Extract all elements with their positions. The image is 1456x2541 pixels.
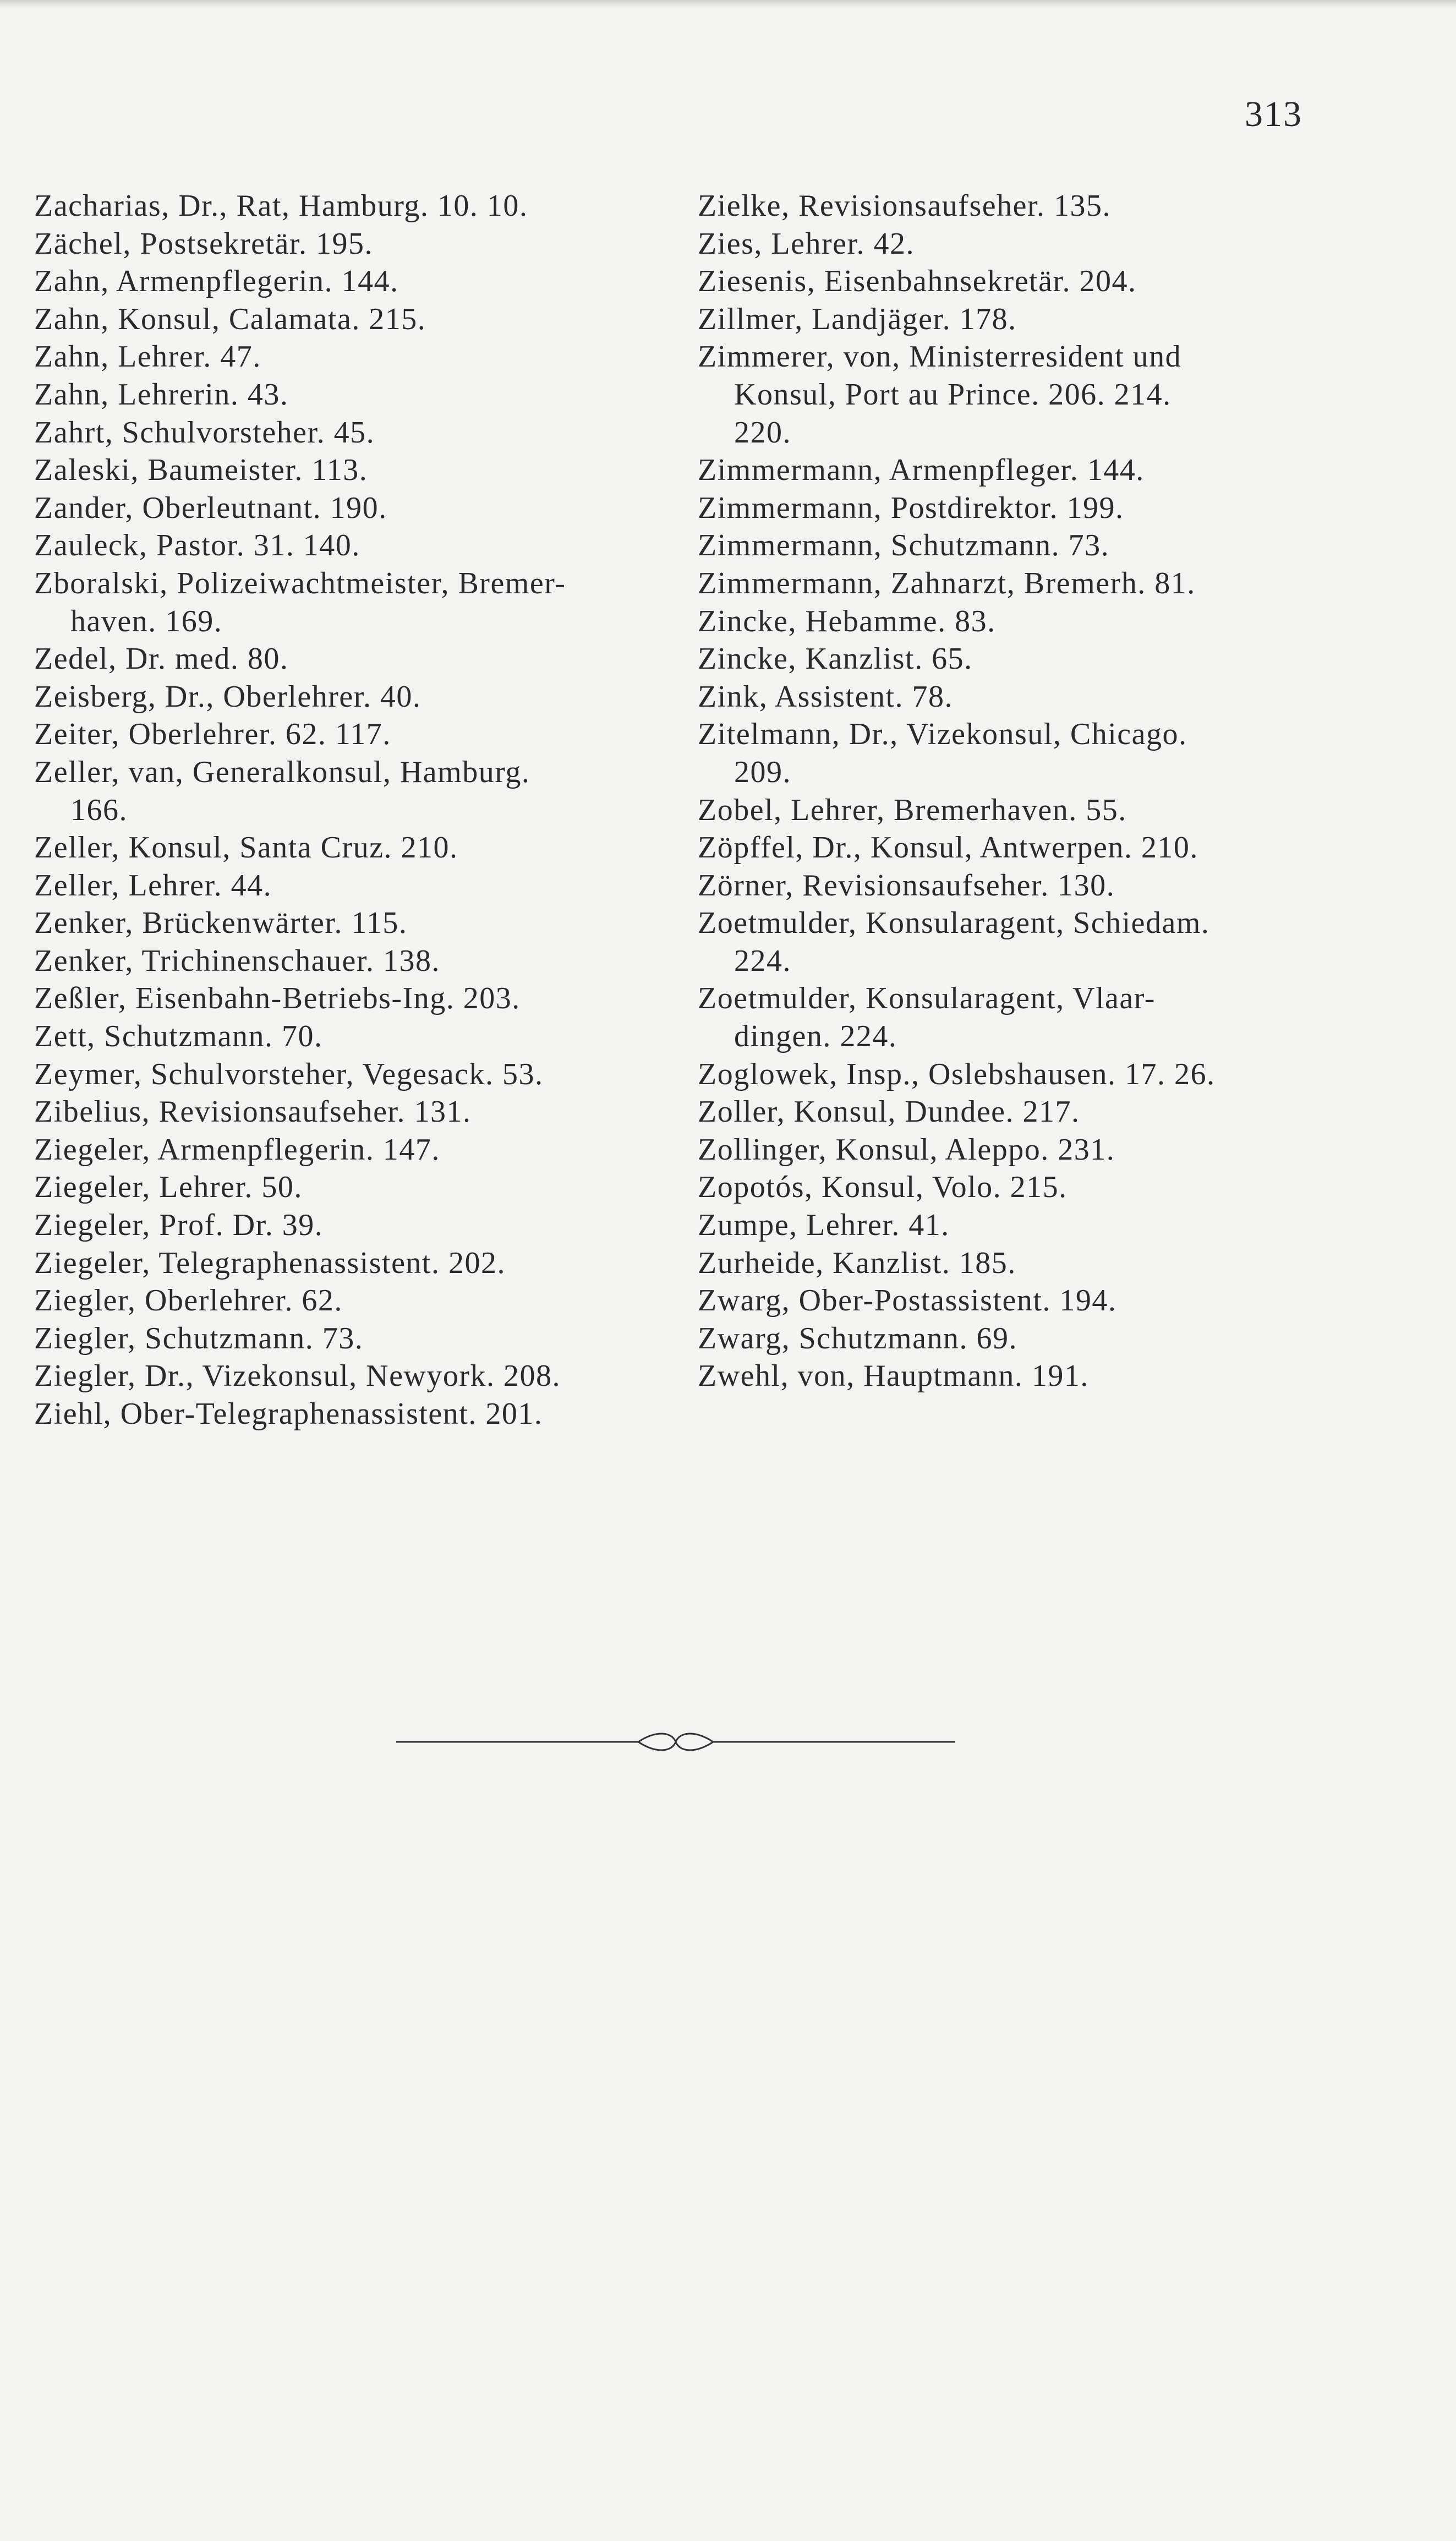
index-entry — [34, 414, 667, 452]
index-entry-line: Zahn, Armenpflegerin. 144. — [34, 264, 399, 299]
index-entry-line: Zimmermann, Zahnarzt, Bremerh. 81. — [698, 566, 1196, 600]
index-entry — [698, 527, 1331, 565]
index-entry-line: Zimmermann, Postdirektor. 199. — [698, 490, 1124, 525]
index-entry — [34, 904, 667, 942]
index-entry — [34, 1018, 667, 1056]
index-entry-line: Zenker, Brückenwärter. 115. — [34, 906, 408, 941]
index-entry-line: Ziegeler, Lehrer. 50. — [34, 1170, 303, 1205]
index-entry — [34, 225, 667, 263]
index-entry-line: Ziegeler, Telegraphenassistent. 202. — [34, 1245, 506, 1280]
index-entry — [698, 603, 1331, 641]
index-entry — [698, 187, 1331, 225]
index-entry — [34, 1282, 667, 1320]
index-entry — [34, 1320, 667, 1358]
index-entry — [698, 904, 1331, 980]
page-number: 313 — [1245, 94, 1302, 134]
index-entry — [698, 1056, 1331, 1094]
index-entry-line: Zeller, Konsul, Santa Cruz. 210. — [34, 830, 458, 865]
index-entry-line: Zeller, Lehrer. 44. — [34, 868, 272, 903]
index-entry — [698, 829, 1331, 867]
index-entry-line: Zincke, Kanzlist. 65. — [698, 642, 973, 676]
index-entry-continuation: 166. — [70, 793, 128, 827]
index-entry — [698, 1357, 1331, 1395]
index-entry-line: Ziegler, Dr., Vizekonsul, Newyork. 208. — [34, 1359, 561, 1394]
index-entry-line: Zillmer, Landjäger. 178. — [698, 302, 1017, 336]
index-entry-line: Zink, Assistent. 78. — [698, 679, 954, 714]
flourish-divider-icon — [396, 1728, 955, 1756]
index-entry — [34, 980, 667, 1018]
index-entry — [698, 1244, 1331, 1282]
index-entry-line: Zboralski, Polizeiwachtmeister, Bremer- — [34, 566, 566, 600]
index-entry-continuation: 220. — [734, 415, 791, 450]
index-entry — [698, 980, 1331, 1055]
index-entry-continuation: 224. — [734, 943, 791, 978]
index-entry-line: Zimmermann, Schutzmann. 73. — [698, 528, 1110, 563]
index-entry-line: Zeymer, Schulvorsteher, Vegesack. 53. — [34, 1057, 544, 1091]
index-entry-line: Zoller, Konsul, Dundee. 217. — [698, 1095, 1080, 1129]
index-entry — [698, 1282, 1331, 1320]
index-entry — [34, 263, 667, 300]
index-entry-line: Zwehl, von, Hauptmann. 191. — [698, 1359, 1089, 1394]
index-entry-line: Zörner, Revisionsaufseher. 130. — [698, 868, 1115, 903]
index-entry-line: Zeisberg, Dr., Oberlehrer. 40. — [34, 679, 422, 714]
index-entry — [34, 1093, 667, 1131]
index-entry — [34, 338, 667, 376]
index-entry — [34, 1056, 667, 1094]
index-entry-line: Zoetmulder, Konsularagent, Schiedam. — [698, 906, 1210, 941]
index-entry-line: Zopotós, Konsul, Volo. 215. — [698, 1170, 1068, 1205]
index-entry — [698, 867, 1331, 905]
index-entry-line: Zahn, Lehrer. 47. — [34, 340, 261, 374]
index-entry — [698, 791, 1331, 829]
index-entry-line: Zwarg, Ober-Postassistent. 194. — [698, 1283, 1117, 1318]
index-entry-line: Zielke, Revisionsaufseher. 135. — [698, 189, 1112, 223]
index-entry-line: Zöpffel, Dr., Konsul, Antwerpen. 210. — [698, 830, 1198, 865]
index-entry-line: Zwarg, Schutzmann. 69. — [698, 1321, 1017, 1356]
index-entry — [34, 867, 667, 905]
index-entry-line: Ziesenis, Eisenbahnsekretär. 204. — [698, 264, 1137, 299]
index-entry — [34, 753, 667, 829]
index-entry-line: Ziegler, Oberlehrer. 62. — [34, 1283, 343, 1318]
index-entry-line: Ziegeler, Armenpflegerin. 147. — [34, 1132, 440, 1167]
index-entry-line: Zahrt, Schulvorsteher. 45. — [34, 415, 375, 450]
index-entry — [698, 678, 1331, 716]
index-entry — [34, 678, 667, 716]
index-entry-continuation: dingen. 224. — [734, 1019, 897, 1054]
index-entry-line: Zander, Oberleutnant. 190. — [34, 490, 387, 525]
index-entry-line: Ziegler, Schutzmann. 73. — [34, 1321, 364, 1356]
index-entry-line: Zeßler, Eisenbahn-Betriebs-Ing. 203. — [34, 981, 521, 1016]
index-entry — [698, 1168, 1331, 1206]
index-entry — [698, 338, 1331, 451]
index-entry — [698, 565, 1331, 603]
index-entry-line: Zauleck, Pastor. 31. 140. — [34, 528, 360, 563]
index-entry-line: Zurheide, Kanzlist. 185. — [698, 1245, 1016, 1280]
index-entry-line: Ziegeler, Prof. Dr. 39. — [34, 1208, 324, 1243]
index-entry — [698, 1093, 1331, 1131]
index-entry — [698, 300, 1331, 338]
index-entry-line: Zollinger, Konsul, Aleppo. 231. — [698, 1132, 1115, 1167]
index-column-left — [34, 187, 667, 1433]
index-entry — [698, 263, 1331, 300]
index-entry — [34, 300, 667, 338]
index-entry-line: Zibelius, Revisionsaufseher. 131. — [34, 1095, 472, 1129]
index-entry-line: Zumpe, Lehrer. 41. — [698, 1208, 950, 1243]
index-entry-line: Zies, Lehrer. 42. — [698, 226, 915, 261]
index-entry — [34, 1395, 667, 1433]
index-entry-continuation: haven. 169. — [70, 604, 223, 638]
index-entry-line: Zächel, Postsekretär. 195. — [34, 226, 373, 261]
index-entry-line: Zobel, Lehrer, Bremerhaven. 55. — [698, 793, 1127, 827]
index-entry-line: Zeiter, Oberlehrer. 62. 117. — [34, 717, 391, 752]
index-entry — [698, 451, 1331, 489]
index-entry — [698, 225, 1331, 263]
index-entry — [34, 1168, 667, 1206]
index-entry — [34, 527, 667, 565]
index-entry — [34, 942, 667, 980]
index-entry — [698, 1320, 1331, 1358]
index-entry — [34, 640, 667, 678]
index-entry — [34, 451, 667, 489]
index-entry-line: Zoetmulder, Konsularagent, Vlaar- — [698, 981, 1156, 1016]
index-entry-line: Ziehl, Ober-Telegraphenassistent. 201. — [34, 1397, 543, 1431]
index-entry — [698, 1131, 1331, 1169]
index-entry-line: Zahn, Lehrerin. 43. — [34, 377, 289, 412]
index-entry-line: Zeller, van, Generalkonsul, Hamburg. — [34, 755, 530, 789]
index-entry — [34, 1206, 667, 1244]
index-entry-line: Zimmermann, Armenpfleger. 144. — [698, 453, 1145, 488]
index-entry-continuation: 209. — [734, 755, 791, 789]
index-entry-line: Zahn, Konsul, Calamata. 215. — [34, 302, 426, 336]
index-entry-line: Zincke, Hebamme. 83. — [698, 604, 996, 638]
index-entry — [698, 1206, 1331, 1244]
index-entry — [698, 640, 1331, 678]
index-entry — [698, 489, 1331, 527]
index-column-right — [698, 187, 1331, 1395]
index-entry — [698, 715, 1331, 791]
index-entry — [34, 1131, 667, 1169]
index-entry — [34, 376, 667, 414]
index-entry — [34, 829, 667, 867]
index-entry-line: Zoglowek, Insp., Oslebshausen. 17. 26. — [698, 1057, 1216, 1091]
index-entry-line: Zaleski, Baumeister. 113. — [34, 453, 368, 488]
index-entry-line: Zitelmann, Dr., Vizekonsul, Chicago. — [698, 717, 1187, 752]
index-entry-line: Zenker, Trichinenschauer. 138. — [34, 943, 440, 978]
index-entry-line: Zimmerer, von, Ministerresident und — [698, 340, 1182, 374]
index-entry — [34, 187, 667, 225]
index-entry-line: Zacharias, Dr., Rat, Hamburg. 10. 10. — [34, 189, 528, 223]
index-entry-continuation: Konsul, Port au Prince. 206. 214. — [734, 377, 1172, 412]
index-entry — [34, 565, 667, 640]
index-entry-line: Zett, Schutzmann. 70. — [34, 1019, 323, 1054]
index-entry — [34, 715, 667, 753]
index-entry — [34, 1244, 667, 1282]
index-entry-line: Zedel, Dr. med. 80. — [34, 642, 289, 676]
page-edge-shadow — [0, 0, 1456, 8]
index-entry — [34, 489, 667, 527]
index-entry — [34, 1357, 667, 1395]
